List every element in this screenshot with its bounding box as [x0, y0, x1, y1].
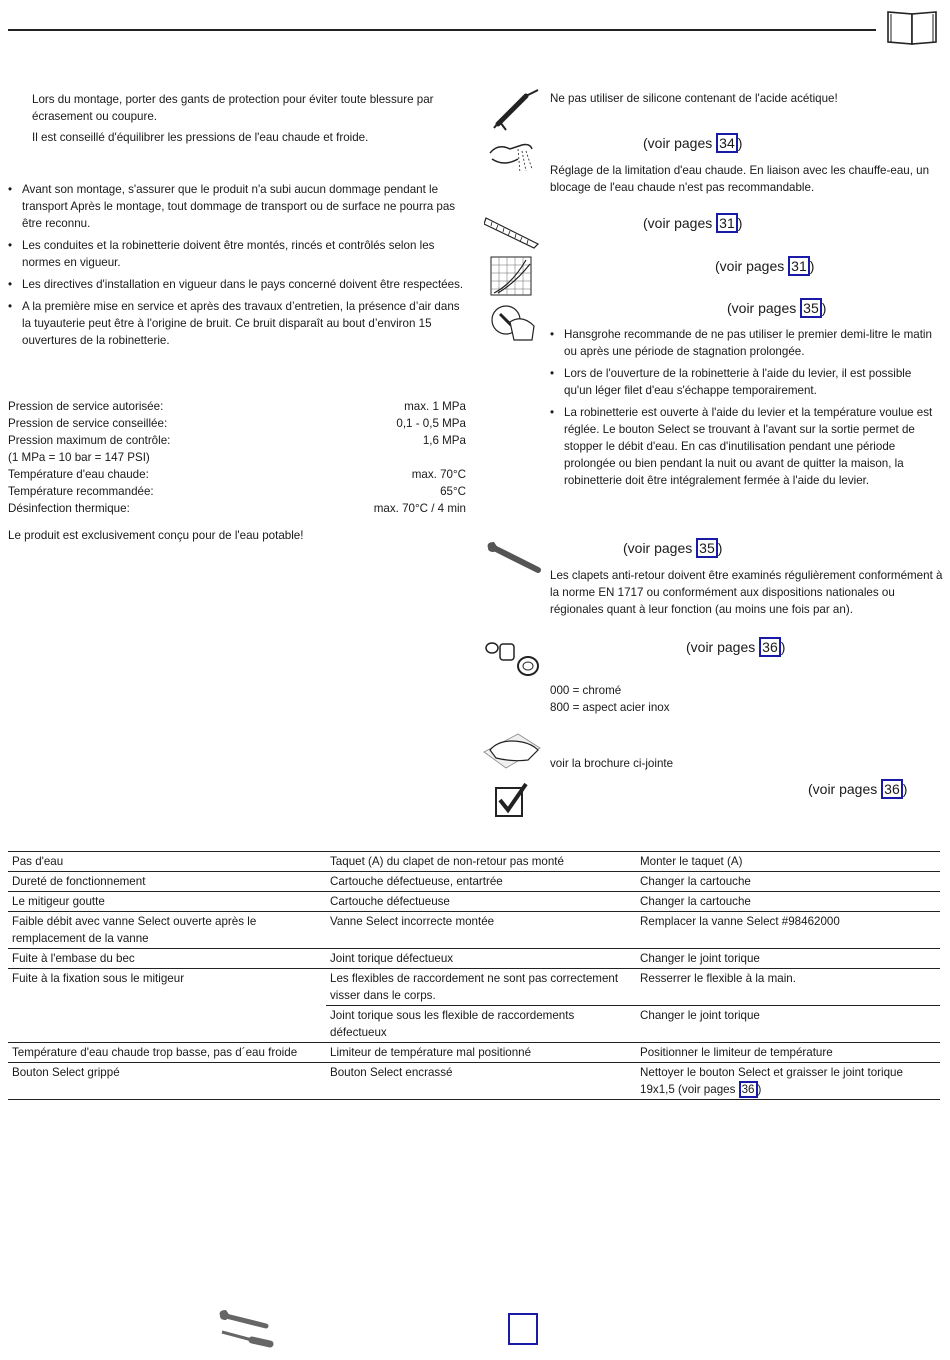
troubleshooting-table — [8, 851, 940, 1100]
page-reference[interactable]: (voir pages 35 ) — [623, 540, 723, 556]
tools-icon — [216, 1308, 274, 1348]
silicone-note: Ne pas utiliser de silicone contenant de l'acide acétique! — [550, 92, 838, 105]
hand-lever-icon — [486, 300, 540, 342]
spec-row: Pression maximum de contrôle: 1,6 MPa — [8, 434, 466, 447]
safety-section — [32, 91, 466, 146]
list-item: • Lors de l'ouverture de la robinetterie à l'aide du levier, il est possible qu'un léger filet d'eau s'échappe temporairement. — [550, 365, 940, 399]
safety-paragraph: Lors du montage, porter des gants de protection pour éviter toute blessure par écrasement ou coupure. — [32, 93, 434, 123]
table-row: Joint torique sous les flexible de raccordements défectueux Changer le joint torique — [8, 1006, 940, 1043]
table-row: Pas d'eau Taquet (A) du clapet de non-retour pas monté Monter le taquet (A) — [8, 852, 940, 872]
operation-bullets — [550, 326, 940, 494]
color-code: 800 = aspect acier inox — [550, 701, 670, 714]
color-code: 000 = chromé — [550, 684, 622, 697]
spec-row: Température d'eau chaude: max. 70°C — [8, 468, 466, 481]
table-row: Bouton Select grippé Bouton Select encrassé Nettoyer le bouton Select et graisser le joint torique 19x1,5 (voir pages 36 ) — [8, 1063, 940, 1100]
table-row: Dureté de fonctionnement Cartouche défectueuse, entartrée Changer la cartouche — [8, 872, 940, 892]
list-item: • A la première mise en service et après des travaux d’entretien, la présence d’air dans la tuyauterie peut être à l'origine de bruit. Ce bruit disparaît au bout d’environ 15 ouvertures de la robinetterie. — [8, 298, 466, 349]
page-reference[interactable]: (voir pages 35 ) — [727, 300, 827, 316]
ruler-icon — [484, 214, 540, 250]
page-reference[interactable]: 36 — [739, 1081, 758, 1098]
color-codes — [550, 682, 850, 716]
install-bullets — [8, 181, 466, 354]
page-reference[interactable]: (voir pages 34 ) — [643, 135, 743, 151]
list-item: • La robinetterie est ouverte à l'aide du levier et la température voulue est réglée. Le bouton Select se trouvant à l'avant sur la sortie permet de stopper le débit d'eau. En cas d'inutilisation pendant une période prolongée ou bien pendant la nuit ou avant de quitter la maison, la robinetterie doit être intégralement fermée à l'aide du levier. — [550, 404, 940, 489]
hand-shower-icon — [488, 133, 540, 175]
page-reference[interactable]: (voir pages 36 ) — [686, 639, 786, 655]
page-number-box — [508, 1313, 538, 1345]
page-reference[interactable]: (voir pages 36 ) — [808, 781, 908, 797]
header-rule — [8, 29, 876, 31]
list-item: • Les directives d'installation en vigueur dans le pays concerné doivent être respectées. — [8, 276, 466, 293]
list-item: • Hansgrohe recommande de ne pas utiliser le premier demi-litre le matin ou après une période de stagnation prolongée. — [550, 326, 940, 360]
table-row: Fuite à la fixation sous le mitigeur Les flexibles de raccordement ne sont pas correctement visser dans le corps. Resserrer le flexible à la main. — [8, 969, 940, 1006]
spec-row: Pression de service autorisée: max. 1 MPa — [8, 400, 466, 413]
table-row: Température d'eau chaude trop basse, pas d´eau froide Limiteur de température mal positionné Positionner le limiteur de température — [8, 1043, 940, 1063]
checkmark-box-icon — [494, 782, 528, 820]
page-reference[interactable]: (voir pages 31 ) — [643, 215, 743, 231]
limit-note: Réglage de la limitation d'eau chaude. En liaison avec les chauffe-eau, un blocage de l'eau chaude n'est pas recommandable. — [550, 164, 930, 194]
list-item: • Avant son montage, s'assurer que le produit n'a subi aucun dommage pendant le transport Après le montage, tout dommage de transport ou de surface ne pourra pas être reconnu. — [8, 181, 466, 232]
table-row: Faible débit avec vanne Select ouverte après le remplacement de la vanne Vanne Select incorrecte montée Remplacer la vanne Select #98462000 — [8, 912, 940, 949]
cleaning-hand-icon — [482, 730, 542, 770]
spec-row: Désinfection thermique: max. 70°C / 4 min — [8, 502, 466, 515]
spec-list — [8, 398, 466, 517]
flow-graph-icon — [490, 256, 532, 296]
spec-row: Pression de service conseillée: 0,1 - 0,5 MPa — [8, 417, 466, 430]
table-row: Le mitigeur goutte Cartouche défectueuse Changer la cartouche — [8, 892, 940, 912]
page-reference[interactable]: (voir pages 31 ) — [715, 258, 815, 274]
check-valve-parts-icon — [484, 638, 542, 678]
silicone-gun-icon — [490, 88, 542, 132]
spec-row: Température recommandée: 65°C — [8, 485, 466, 498]
spec-row: (1 MPa = 10 bar = 147 PSI) — [8, 451, 150, 464]
list-item: • Les conduites et la robinetterie doivent être montés, rincés et contrôlés selon les normes en vigueur. — [8, 237, 466, 271]
safety-paragraph: Il est conseillé d'équilibrer les pressions de l'eau chaude et froide. — [32, 131, 369, 144]
remedy-cell: Nettoyer le bouton Select et graisser le joint torique 19x1,5 (voir pages 36 ) — [636, 1063, 940, 1100]
maintenance-note: Les clapets anti-retour doivent être examinés régulièrement conformément à la norme EN 1717 ou conformément aux dispositions nationales ou régionales quant à leur fonction (au moins une fois par an). — [550, 569, 943, 616]
cleaning-note: voir la brochure ci-jointe — [550, 757, 674, 770]
wrench-icon — [484, 540, 542, 578]
potable-note: Le produit est exclusivement conçu pour de l'eau potable! — [8, 529, 304, 542]
table-row: Fuite à l'embase du bec Joint torique défectueux Changer le joint torique — [8, 949, 940, 969]
open-book-icon — [886, 8, 938, 46]
